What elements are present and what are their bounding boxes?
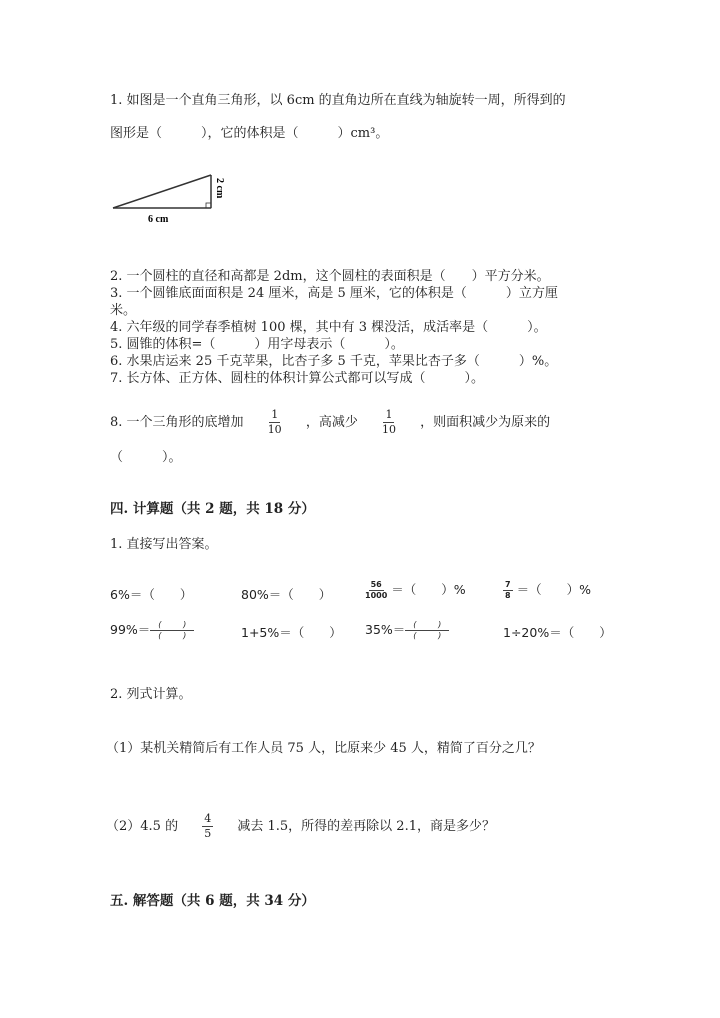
numerator: 1 (271, 408, 279, 421)
calc-part1: 1. 直接写出答案。 (110, 537, 218, 552)
q3-line1: 3. 一个圆锥底面面积是 24 厘米，高是 5 厘米，它的体积是（ ）立方厘 (110, 286, 558, 301)
q1-line1: 1. 如图是一个直角三角形，以 6cm 的直角边所在直线为轴旋转一周，所得到的 (110, 93, 566, 108)
q6: 6. 水果店运来 25 千克苹果，比杏子多 5 千克，苹果比杏子多（ ）%。 (110, 354, 558, 369)
q5: 5. 圆锥的体积=（ ）用字母表示（ ）。 (110, 337, 404, 352)
denominator: 10 (267, 423, 282, 436)
calc-text: ＝（ ）% (391, 582, 466, 597)
q7: 7. 长方体、正方体、圆柱的体积计算公式都可以写成（ ）。 (110, 371, 485, 386)
q8-text-a: 8. 一个三角形的底增加 (110, 415, 244, 430)
paren: ( (413, 620, 417, 629)
calc-text: 99%＝ (110, 622, 151, 637)
calc-part2: 2. 列式计算。 (110, 687, 192, 702)
denominator: 1000 (365, 591, 388, 600)
right-triangle-figure (110, 170, 230, 230)
q2: 2. 一个圆柱的直径和高都是 2dm，这个圆柱的表面积是（ ）平方分米。 (110, 269, 550, 284)
q3-line2: 米。 (110, 303, 137, 318)
problem-1: （1）某机关精简后有工作人员 75 人，比原来少 45 人，精简了百分之几？ (106, 741, 541, 756)
calc-item: 80%＝（ ） (241, 587, 332, 602)
blank-fraction (405, 620, 449, 641)
problem-2-text-a: （2）4.5 的 (106, 819, 179, 834)
blank-fraction (150, 620, 194, 641)
numerator: 7 (505, 580, 511, 589)
paren: ( (413, 631, 417, 640)
q8-line2: （ ）。 (110, 450, 182, 465)
denominator: 10 (381, 423, 396, 436)
numerator: 4 (204, 812, 212, 825)
problem-2-text-b: 减去 1.5，所得的差再除以 2.1，商是多少？ (237, 819, 495, 834)
paren: ) (183, 620, 187, 629)
fraction (365, 580, 387, 601)
fraction (503, 580, 513, 601)
calc-item (365, 580, 466, 601)
fraction (202, 812, 213, 841)
calc-text: 35%＝ (365, 622, 406, 637)
base-label: 6 cm (148, 214, 169, 225)
q8-text-c: ，则面积减少为原来的 (420, 415, 551, 430)
numerator: 56 (370, 580, 382, 589)
calc-item (365, 620, 449, 641)
calc-item: 1÷20%＝（ ） (503, 625, 612, 640)
section5-title: 五. 解答题（共 6 题，共 34 分） (110, 893, 315, 909)
section4-title: 四. 计算题（共 2 题，共 18 分） (110, 501, 315, 517)
paren: ( (158, 631, 162, 640)
calc-item: 1+5%＝（ ） (241, 625, 342, 640)
paren: ) (438, 620, 442, 629)
q8-line1 (110, 408, 550, 437)
height-label: 2 cm (214, 178, 225, 199)
q8-text-b: ，高减少 (305, 415, 358, 430)
calc-item (503, 580, 591, 601)
calc-item: 6%＝（ ） (110, 587, 193, 602)
denominator: 8 (505, 591, 511, 600)
paren: ( (158, 620, 162, 629)
q1-line2: 图形是（ ），它的体积是（ ）cm³。 (110, 126, 389, 141)
calc-item (110, 620, 194, 641)
calc-text: ＝（ ）% (516, 582, 591, 597)
paren: ) (438, 631, 442, 640)
fraction (268, 408, 282, 437)
numerator: 1 (385, 408, 393, 421)
fraction (382, 408, 396, 437)
problem-2 (106, 812, 495, 841)
q4: 4. 六年级的同学春季植树 100 棵，其中有 3 棵没活，成活率是（ ）。 (110, 320, 547, 335)
denominator: 5 (204, 827, 212, 840)
paren: ) (183, 631, 187, 640)
